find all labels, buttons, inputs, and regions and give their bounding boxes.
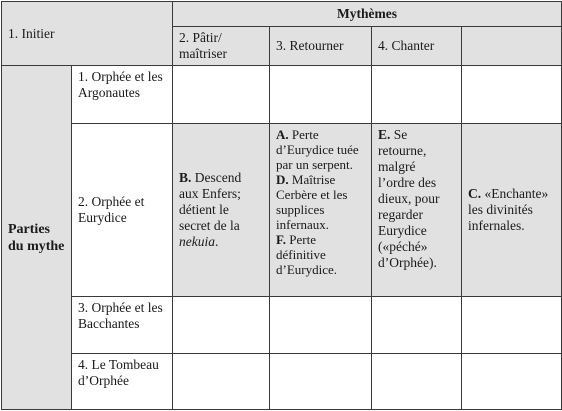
cell-lead: E. [378,127,391,142]
cell-empty [462,297,562,354]
cell-empty [462,354,562,410]
entry-lead: F. [276,232,286,247]
row-label-argonautes: 1. Orphée et les Argonautes [72,66,173,124]
cell-text: Descend aux Enfers; détient le secret de la [179,170,242,233]
cell-empty [372,66,462,124]
cell-empty [372,297,462,354]
entry-lead: A. [276,127,289,142]
mythemes-table [1,1,562,410]
row-label-bacchantes: 3. Orphée et les Bacchantes [72,297,173,354]
row-label-tombeau: 4. Le Tombeau d’Orphée [72,354,173,410]
cell-empty [173,354,270,410]
entry-text: Perte d’Eurydice tuée par un serpent. [276,127,359,172]
cell-empty [270,66,372,124]
cell-patir-eurydice [173,124,270,297]
cell-text: Se retourne, malgré l’ordre des dieux, pour regarder Eurydice («péché» d’Orphée). [378,127,440,270]
header-mythemes: Mythèmes [173,2,562,27]
cell-end: . [215,234,219,249]
cell-text: «Enchante» les divinités infernales. [468,186,549,233]
header-col-patir: 2. Pâtir/ maîtriser [173,27,270,66]
cell-empty [270,354,372,410]
header-col-empty [462,27,562,66]
header-col-retourner: 3. Retourner [270,27,372,66]
parties-du-mythe-label: Parties du mythe [2,66,72,410]
entry-text: Maîtrise Cerbère et les supplices infernaux. [276,172,348,232]
cell-lead: B. [179,170,192,185]
cell-empty [372,354,462,410]
header-col-chanter: 4. Chanter [372,27,462,66]
cell-lead: C. [468,186,482,201]
cell-empty [173,297,270,354]
page [0,1,562,411]
entry-lead: D. [276,172,289,187]
cell-term: nekuia [179,234,215,249]
entry-f [276,232,365,277]
cell-chanter-eurydice [372,124,462,297]
entry-text: Perte définitive d’Eurydice. [276,232,338,277]
cell-empty [173,66,270,124]
entry-d [276,172,365,232]
cell-empty [270,297,372,354]
cell-extra-eurydice [462,124,562,297]
cell-retourner-eurydice [270,124,372,297]
entry-a [276,127,365,172]
row-label-eurydice: 2. Orphée et Eurydice [72,124,173,297]
cell-empty [462,66,562,124]
header-initier: 1. Initier [2,2,173,66]
